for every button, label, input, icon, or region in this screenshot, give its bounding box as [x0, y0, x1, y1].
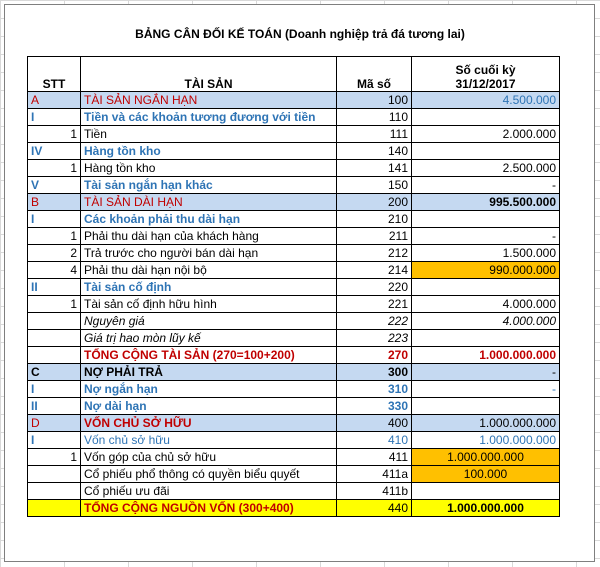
- table-row: [28, 296, 560, 313]
- cell-value[interactable]: 1.000.000.000: [412, 432, 560, 449]
- cell-code[interactable]: 411a: [337, 466, 412, 483]
- cell-name[interactable]: Cổ phiếu ưu đãi: [81, 483, 337, 500]
- cell-stt[interactable]: D: [28, 415, 81, 432]
- cell-stt[interactable]: 2: [28, 245, 81, 262]
- cell-code[interactable]: 222: [337, 313, 412, 330]
- cell-name[interactable]: Vốn chủ sở hữu: [81, 432, 337, 449]
- table-row: [28, 415, 560, 432]
- cell-code[interactable]: 223: [337, 330, 412, 347]
- cell-name[interactable]: TÀI SẢN DÀI HẠN: [81, 194, 337, 211]
- header-code[interactable]: Mã số: [337, 57, 412, 92]
- cell-stt[interactable]: II: [28, 398, 81, 415]
- table-row: [28, 177, 560, 194]
- cell-value[interactable]: [412, 211, 560, 228]
- header-period[interactable]: [412, 57, 560, 92]
- cell-stt[interactable]: 4: [28, 262, 81, 279]
- cell-name[interactable]: Vốn góp của chủ sở hữu: [81, 449, 337, 466]
- cell-code[interactable]: 110: [337, 109, 412, 126]
- table-row: [28, 109, 560, 126]
- table-row: [28, 398, 560, 415]
- cell-code[interactable]: 100: [337, 92, 412, 109]
- header-row: [28, 57, 560, 92]
- cell-value[interactable]: [412, 143, 560, 160]
- cell-name[interactable]: Nợ ngắn hạn: [81, 381, 337, 398]
- cell-code[interactable]: 212: [337, 245, 412, 262]
- cell-name[interactable]: TỔNG CỘNG TÀI SẢN (270=100+200): [81, 347, 337, 364]
- cell-stt[interactable]: [28, 483, 81, 500]
- header-period-label: Số cuối kỳ: [455, 63, 516, 77]
- cell-name[interactable]: Nguyên giá: [81, 313, 337, 330]
- cell-name[interactable]: Tài sản ngắn hạn khác: [81, 177, 337, 194]
- cell-name[interactable]: Tài sản cố định: [81, 279, 337, 296]
- cell-value[interactable]: 4.500.000: [412, 92, 560, 109]
- cell-stt[interactable]: 1: [28, 228, 81, 245]
- cell-stt[interactable]: 1: [28, 296, 81, 313]
- cell-value[interactable]: -: [412, 228, 560, 245]
- cell-value[interactable]: 2.000.000: [412, 126, 560, 143]
- header-asset[interactable]: TÀI SẢN: [81, 57, 337, 92]
- cell-code[interactable]: 221: [337, 296, 412, 313]
- table-row: [28, 262, 560, 279]
- cell-name[interactable]: Tài sản cố định hữu hình: [81, 296, 337, 313]
- cell-value[interactable]: 1.500.000: [412, 245, 560, 262]
- cell-stt[interactable]: 1: [28, 126, 81, 143]
- cell-value[interactable]: 1.000.000.000: [412, 415, 560, 432]
- cell-value[interactable]: 2.500.000: [412, 160, 560, 177]
- cell-value[interactable]: -: [412, 381, 560, 398]
- cell-stt[interactable]: I: [28, 211, 81, 228]
- table-row: [28, 143, 560, 160]
- cell-code[interactable]: 400: [337, 415, 412, 432]
- cell-code[interactable]: 210: [337, 211, 412, 228]
- cell-code[interactable]: 214: [337, 262, 412, 279]
- cell-code[interactable]: 270: [337, 347, 412, 364]
- cell-value[interactable]: [412, 330, 560, 347]
- cell-code[interactable]: 411b: [337, 483, 412, 500]
- cell-code[interactable]: 330: [337, 398, 412, 415]
- cell-stt[interactable]: I: [28, 432, 81, 449]
- cell-name[interactable]: Tiền: [81, 126, 337, 143]
- cell-value[interactable]: 1.000.000.000: [412, 449, 560, 466]
- table-row: [28, 92, 560, 109]
- cell-stt[interactable]: [28, 313, 81, 330]
- cell-code[interactable]: 111: [337, 126, 412, 143]
- table-row: [28, 279, 560, 296]
- cell-name[interactable]: Hàng tồn kho: [81, 160, 337, 177]
- cell-value[interactable]: 100.000: [412, 466, 560, 483]
- cell-code[interactable]: 211: [337, 228, 412, 245]
- cell-code[interactable]: 300: [337, 364, 412, 381]
- cell-value[interactable]: -: [412, 177, 560, 194]
- cell-name[interactable]: NỢ PHẢI TRẢ: [81, 364, 337, 381]
- cell-stt[interactable]: I: [28, 381, 81, 398]
- cell-code[interactable]: 140: [337, 143, 412, 160]
- table-row: [28, 194, 560, 211]
- table-row: [28, 432, 560, 449]
- cell-value[interactable]: -: [412, 364, 560, 381]
- cell-stt[interactable]: V: [28, 177, 81, 194]
- table-row: [28, 347, 560, 364]
- cell-name[interactable]: VỐN CHỦ SỞ HỮU: [81, 415, 337, 432]
- table-row: [28, 483, 560, 500]
- table-row: [28, 500, 560, 517]
- cell-code[interactable]: 220: [337, 279, 412, 296]
- table-row: [28, 211, 560, 228]
- cell-value[interactable]: 1.000.000.000: [412, 500, 560, 517]
- table-row: [28, 449, 560, 466]
- cell-name[interactable]: TÀI SẢN NGẮN HẠN: [81, 92, 337, 109]
- cell-name[interactable]: Tiền và các khoản tương đương với tiền: [81, 109, 337, 126]
- cell-name[interactable]: Trả trước cho người bán dài hạn: [81, 245, 337, 262]
- cell-stt[interactable]: IV: [28, 143, 81, 160]
- cell-code[interactable]: 310: [337, 381, 412, 398]
- table-row: [28, 364, 560, 381]
- cell-code[interactable]: 141: [337, 160, 412, 177]
- cell-value[interactable]: [412, 279, 560, 296]
- cell-name[interactable]: Giá trị hao mòn lũy kế: [81, 330, 337, 347]
- table-row: [28, 381, 560, 398]
- cell-value[interactable]: 1.000.000.000: [412, 347, 560, 364]
- cell-value[interactable]: [412, 109, 560, 126]
- cell-stt[interactable]: C: [28, 364, 81, 381]
- cell-code[interactable]: 440: [337, 500, 412, 517]
- cell-stt[interactable]: I: [28, 109, 81, 126]
- table-row: [28, 160, 560, 177]
- cell-stt[interactable]: II: [28, 279, 81, 296]
- cell-value[interactable]: [412, 483, 560, 500]
- header-period-date: 31/12/2017: [455, 77, 516, 91]
- page-title: BẢNG CÂN ĐỐI KẾ TOÁN (Doanh nghiệp trả đá tương lai): [135, 27, 465, 41]
- cell-stt[interactable]: 1: [28, 449, 81, 466]
- cell-value[interactable]: 990.000.000: [412, 262, 560, 279]
- cell-code[interactable]: 410: [337, 432, 412, 449]
- table-row: [28, 126, 560, 143]
- cell-value[interactable]: 995.500.000: [412, 194, 560, 211]
- cell-stt[interactable]: B: [28, 194, 81, 211]
- cell-name[interactable]: Các khoản phải thu dài hạn: [81, 211, 337, 228]
- header-stt[interactable]: STT: [28, 57, 81, 92]
- cell-name[interactable]: Phải thu dài hạn nội bộ: [81, 262, 337, 279]
- cell-code[interactable]: 200: [337, 194, 412, 211]
- cell-value[interactable]: [412, 398, 560, 415]
- cell-name[interactable]: Nợ dài hạn: [81, 398, 337, 415]
- cell-stt[interactable]: [28, 347, 81, 364]
- cell-stt[interactable]: [28, 466, 81, 483]
- cell-value[interactable]: 4.000.000: [412, 313, 560, 330]
- cell-stt[interactable]: 1: [28, 160, 81, 177]
- cell-code[interactable]: 150: [337, 177, 412, 194]
- cell-name[interactable]: Hàng tồn kho: [81, 143, 337, 160]
- cell-value[interactable]: 4.000.000: [412, 296, 560, 313]
- table-row: [28, 228, 560, 245]
- cell-stt[interactable]: [28, 500, 81, 517]
- balance-sheet-table: [27, 56, 560, 517]
- cell-name[interactable]: TỔNG CỘNG NGUỒN VỐN (300+400): [81, 500, 337, 517]
- table-row: [28, 245, 560, 262]
- table-row: [28, 330, 560, 347]
- cell-name[interactable]: Phải thu dài hạn của khách hàng: [81, 228, 337, 245]
- cell-stt[interactable]: [28, 330, 81, 347]
- table-row: [28, 466, 560, 483]
- table-row: [28, 313, 560, 330]
- cell-code[interactable]: 411: [337, 449, 412, 466]
- cell-name[interactable]: Cổ phiếu phổ thông có quyền biểu quyết: [81, 466, 337, 483]
- cell-stt[interactable]: A: [28, 92, 81, 109]
